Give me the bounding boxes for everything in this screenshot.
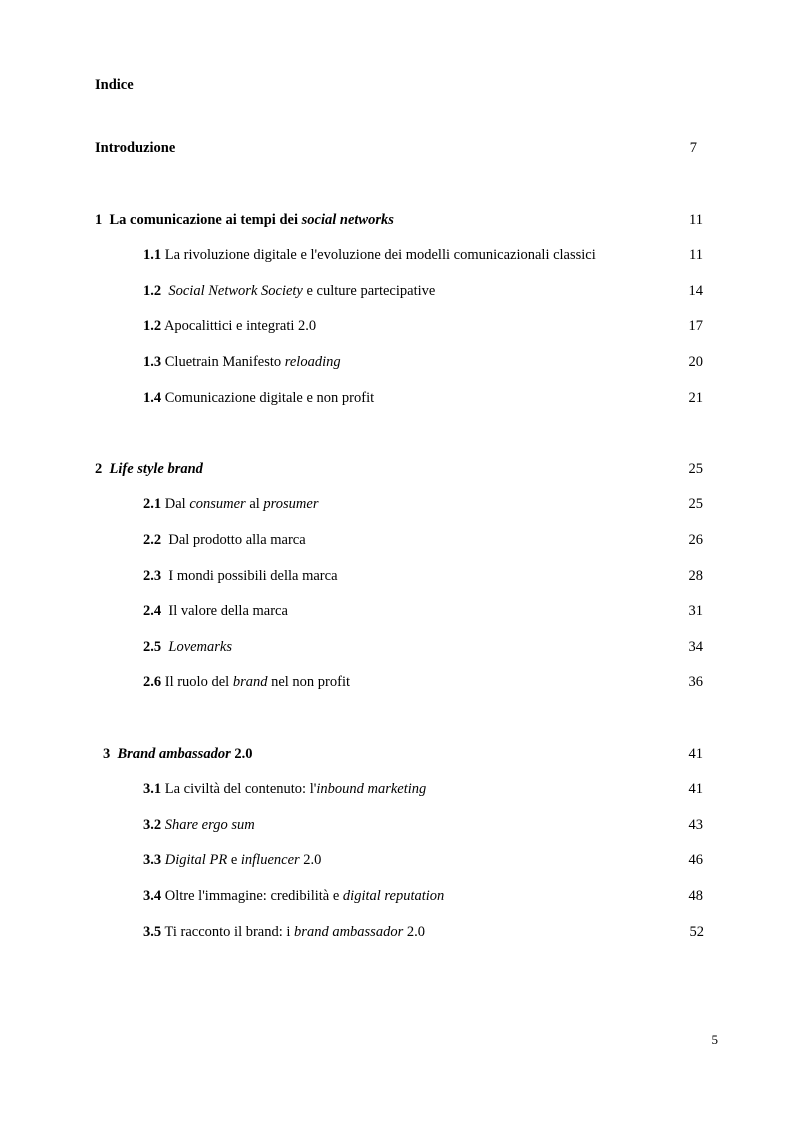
section-1-1-page: 11: [689, 247, 703, 263]
page-number: 5: [711, 1032, 718, 1047]
section-text: al: [245, 496, 264, 512]
section-text: Cluetrain Manifesto: [164, 354, 285, 370]
section-text-italic: influencer: [240, 852, 300, 868]
section-text-italic: Share ergo sum: [164, 817, 255, 833]
chapter-3-number: 3: [103, 746, 111, 762]
section-3-1-page: 41: [688, 781, 703, 797]
section-number: 3.4: [143, 888, 162, 904]
section-text: e culture partecipative: [302, 283, 436, 299]
section-number: 2.3: [143, 568, 162, 584]
section-text-italic: digital reputation: [342, 888, 445, 904]
section-2-6: [143, 673, 350, 691]
toc-intro-page: 7: [689, 140, 697, 156]
section-2-2: [143, 531, 306, 549]
section-1-2b: [143, 317, 316, 335]
section-text: Il valore della marca: [168, 603, 288, 619]
section-3-2-page: 43: [688, 817, 703, 833]
section-number: 3.1: [143, 781, 162, 797]
section-text: Apocalittici e integrati 2.0: [163, 318, 317, 334]
section-2-4: [143, 602, 288, 620]
section-1-4-page: 21: [688, 390, 703, 406]
section-1-2b-page: 17: [688, 318, 703, 334]
section-text: Dal: [164, 496, 190, 512]
section-3-3-page: 46: [688, 852, 703, 868]
section-1-2a-page: 14: [688, 283, 703, 299]
section-1-3: [143, 353, 341, 371]
section-number: 2.5: [143, 639, 162, 655]
section-text-italic: Digital PR: [164, 852, 228, 868]
section-text-italic: brand: [232, 674, 268, 690]
section-2-6-page: 36: [688, 674, 703, 690]
section-text-italic: reloading: [284, 354, 341, 370]
chapter-3-page: 41: [688, 746, 703, 762]
section-1-3-page: 20: [688, 354, 703, 370]
section-number: 2.4: [143, 603, 162, 619]
section-number: 1.4: [143, 390, 162, 406]
section-text-italic: brand ambassador: [294, 924, 404, 940]
chapter-2-number: 2: [95, 461, 103, 477]
section-1-2a: [143, 282, 435, 300]
section-2-2-page: 26: [688, 532, 703, 548]
section-text-italic: Social Network Society: [168, 283, 303, 299]
section-number: 1.2: [143, 318, 162, 334]
chapter-1-title-italic: social networks: [301, 212, 394, 228]
section-number: 1.2: [143, 283, 162, 299]
section-text: Ti racconto il brand: i: [164, 924, 295, 940]
section-3-4: [143, 887, 444, 905]
section-2-1-page: 25: [688, 496, 703, 512]
section-3-5: [143, 923, 425, 941]
section-2-1: [143, 495, 318, 513]
section-text: nel non profit: [267, 674, 351, 690]
section-text: e: [227, 852, 241, 868]
chapter-2-title: [95, 460, 203, 478]
chapter-3-title-plain: 2.0: [230, 746, 253, 762]
section-number: 2.2: [143, 532, 162, 548]
chapter-3-title-italic: Brand ambassador: [117, 746, 231, 762]
section-text: Oltre l'immagine: credibilità e: [164, 888, 343, 904]
chapter-3-title: [103, 745, 252, 763]
section-number: 1.3: [143, 354, 162, 370]
section-3-5-page: 52: [689, 924, 704, 940]
section-text-italic: consumer: [189, 496, 246, 512]
chapter-1-page: 11: [689, 212, 703, 228]
chapter-2-title-italic: Life style brand: [109, 461, 203, 477]
section-3-4-page: 48: [688, 888, 703, 904]
section-number: 3.3: [143, 852, 162, 868]
section-text: 2.0: [299, 852, 322, 868]
section-2-5: [143, 638, 232, 656]
section-number: 3.2: [143, 817, 162, 833]
section-3-3: [143, 851, 321, 869]
chapter-1-number: 1: [95, 212, 103, 228]
section-2-5-page: 34: [688, 639, 703, 655]
toc-intro-label: Introduzione: [95, 140, 176, 156]
section-text-italic: Lovemarks: [168, 639, 233, 655]
section-number: 3.5: [143, 924, 162, 940]
chapter-2-page: 25: [688, 461, 703, 477]
section-number: 2.6: [143, 674, 162, 690]
section-text: Dal prodotto alla marca: [168, 532, 306, 548]
section-text: I mondi possibili della marca: [168, 568, 338, 584]
section-2-4-page: 31: [688, 603, 703, 619]
section-number: 1.1: [143, 247, 162, 263]
chapter-1-title: [95, 211, 394, 229]
section-2-3: [143, 567, 338, 585]
section-1-4: [143, 389, 374, 407]
section-text: La civiltà del contenuto: l': [164, 781, 317, 797]
section-3-2: [143, 816, 255, 834]
section-text: La rivoluzione digitale e l'evoluzione dei modelli comunicazionali classici: [164, 247, 596, 263]
section-2-3-page: 28: [688, 568, 703, 584]
section-text: Il ruolo del: [164, 674, 233, 690]
chapter-1-title-plain: La comunicazione ai tempi dei: [109, 212, 302, 228]
section-text-italic: prosumer: [263, 496, 319, 512]
section-number: 2.1: [143, 496, 162, 512]
index-title: Indice: [95, 77, 134, 93]
section-text-italic: inbound marketing: [316, 781, 427, 797]
section-1-1: [143, 246, 596, 264]
section-3-1: [143, 780, 426, 798]
section-text: 2.0: [403, 924, 425, 940]
section-text: Comunicazione digitale e non profit: [164, 390, 375, 406]
